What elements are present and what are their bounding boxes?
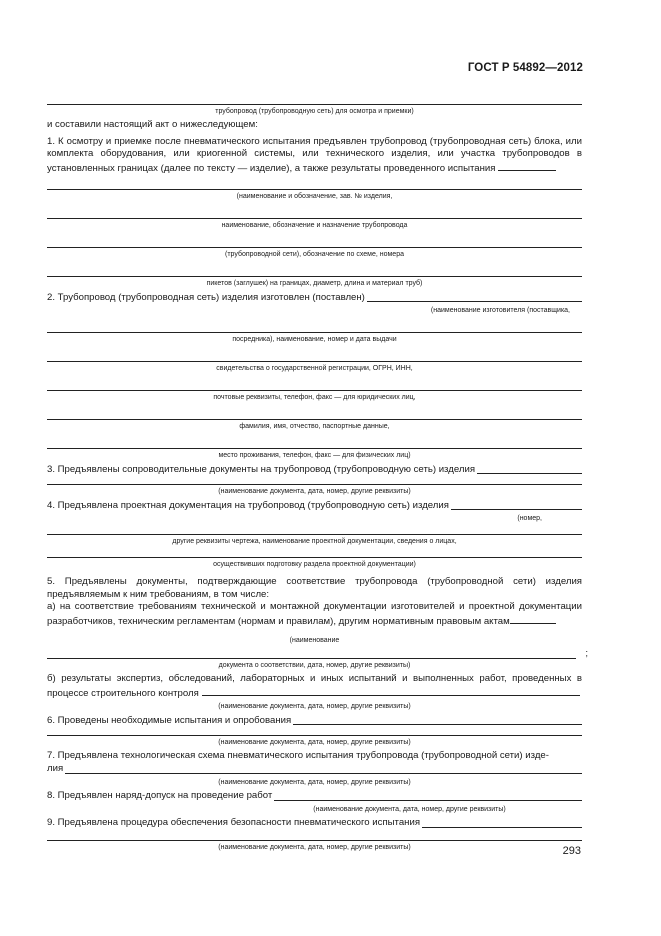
item2-hint-5: фамилия, имя, отчество, паспортные данные, [239, 423, 390, 430]
item2-line-5[interactable] [47, 405, 582, 420]
item7-text-cont: лия [47, 763, 64, 774]
item7-hint: (наименование документа, дата, номер, другие реквизиты) [218, 778, 411, 786]
item1-text: 1. К осмотру и приемке после пневматического испытания предъявлен трубопровод (трубопроводная сеть) блока, или комплекта оборудования, или криогенной системы, или технического изделия, или участка трубопроводов в установленных границах (далее по тексту — изделие), а также результаты проведенного испытания [47, 135, 582, 174]
item2-text: 2. Трубопровод (трубопроводная сеть) изделия изготовлен (поставлен) [47, 291, 365, 303]
item4-field[interactable] [451, 499, 582, 510]
item9-hint: (наименование документа, дата, номер, другие реквизиты) [218, 843, 411, 851]
item9-row [47, 817, 582, 830]
item2-line-3[interactable] [47, 347, 582, 362]
item4-hint-3: осуществивших подготовку раздела проектной документации) [213, 561, 416, 568]
item5a-hint-1: (наименование [289, 637, 340, 644]
item2-field[interactable] [367, 291, 582, 302]
item5b-inline-field[interactable] [202, 686, 580, 696]
item1-line-1[interactable] [47, 175, 582, 190]
item2-hint-1: (наименование изготовителя (поставщика, [430, 307, 570, 314]
item3-field[interactable] [477, 463, 582, 474]
item6-text: 6. Проведены необходимые испытания и опробования [47, 714, 292, 726]
item2-line-2[interactable] [47, 318, 582, 333]
item2-line-4[interactable] [47, 376, 582, 391]
item2-row [47, 291, 582, 304]
item5a-text: а) на соответствие требованиям технической и монтажной документации изготовителей и проектной документации разработчиков, техническим регламентам (нормам и правилам), другим нормативным правовым актам [47, 601, 582, 627]
item1-inline-field[interactable] [498, 161, 556, 171]
object-hint: трубопровод (трубопроводную сеть) для осмотра и приемки) [215, 108, 414, 115]
item4-hint-1: (номер, [517, 515, 542, 522]
item5b-hint: (наименование документа, дата, номер, другие реквизиты) [218, 703, 411, 710]
item6-hint: (наименование документа, дата, номер, другие реквизиты) [218, 739, 411, 746]
item2-hint-6: место проживания, телефон, факс — для физических лиц) [218, 452, 411, 459]
item1-hint-1: (наименование и обозначение, зав. № изделия, [236, 193, 393, 200]
item3-row [47, 463, 582, 476]
item5-text: 5. Предъявлены документы, подтверждающие соответствие трубопровода (трубопроводной сети) изделия предъявляемым к ним требованиям, в том числе: [47, 576, 582, 600]
object-blank-line[interactable] [47, 90, 582, 105]
standard-header: ГОСТ Р 54892—2012 [467, 62, 583, 74]
item5a-line-2[interactable] [47, 648, 576, 659]
page-number: 293 [562, 845, 581, 857]
item8-row [47, 790, 582, 803]
item6-line-2[interactable] [47, 727, 582, 736]
item2-hint-4: почтовые реквизиты, телефон, факс — для юридических лиц, [213, 394, 416, 401]
item1-line-4[interactable] [47, 262, 582, 277]
item7-field[interactable] [65, 763, 582, 774]
item7-row [47, 763, 582, 776]
item1-hint-2: наименование, обозначение и назначение трубопровода [221, 222, 408, 229]
item4-hint-2: другие реквизиты чертежа, наименование проектной документации, сведения о лицах, [172, 538, 457, 545]
item3-line-2[interactable] [47, 476, 582, 485]
item9-line-2[interactable] [47, 830, 582, 841]
item8-hint: (наименование документа, дата, номер, другие реквизиты) [313, 805, 506, 813]
item1-hint-4: пикетов (заглушек) на границах, диаметр, длина и материал труб) [206, 280, 423, 287]
item1-line-2[interactable] [47, 204, 582, 219]
item3-text: 3. Предъявлены сопроводительные документы на трубопровод (трубопроводную сеть) изделия [47, 463, 476, 475]
item4-row [47, 499, 582, 512]
intro-text: и составили настоящий акт о нижеследующем: [47, 119, 258, 130]
item7-text: 7. Предъявлена технологическая схема пневматического испытания трубопровода (трубопроводной сети) изде- [47, 750, 549, 761]
item5a-line-2-wrap [47, 648, 588, 659]
item9-text: 9. Предъявлена процедура обеспечения безопасности пневматического испытания [47, 817, 421, 828]
item2-line-6[interactable] [47, 434, 582, 449]
act-body [47, 90, 588, 855]
item5b-text: б) результаты экспертиз, обследований, лабораторных и иных испытаний и выполненных работ, проведенных в процессе строительного контроля [47, 673, 582, 699]
item2-hint-2: посредника), наименование, номер и дата выдачи [232, 336, 397, 343]
item4-text: 4. Предъявлена проектная документация на трубопровод (трубопроводную сеть) изделия [47, 499, 449, 511]
item6-field[interactable] [293, 714, 582, 725]
item1-hint-3: (трубопроводной сети), обозначение по схеме, номера [225, 251, 404, 258]
item9-field[interactable] [422, 817, 582, 828]
item5a-semicolon: ; [585, 648, 588, 659]
item4-line-3[interactable] [47, 549, 582, 558]
item8-text: 8. Предъявлен наряд-допуск на проведение работ [47, 790, 273, 801]
item3-hint: (наименование документа, дата, номер, другие реквизиты) [218, 488, 411, 495]
item5a-inline-field[interactable] [510, 614, 556, 624]
item8-field[interactable] [274, 790, 582, 801]
item1-line-3[interactable] [47, 233, 582, 248]
item6-row [47, 714, 582, 727]
item5a-hint-2: документа о соответствии, дата, номер, другие реквизиты) [218, 662, 411, 669]
item2-hint-3: свидетельства о государственной регистрации, ОГРН, ИНН, [216, 365, 413, 372]
item4-line-2[interactable] [47, 526, 582, 535]
